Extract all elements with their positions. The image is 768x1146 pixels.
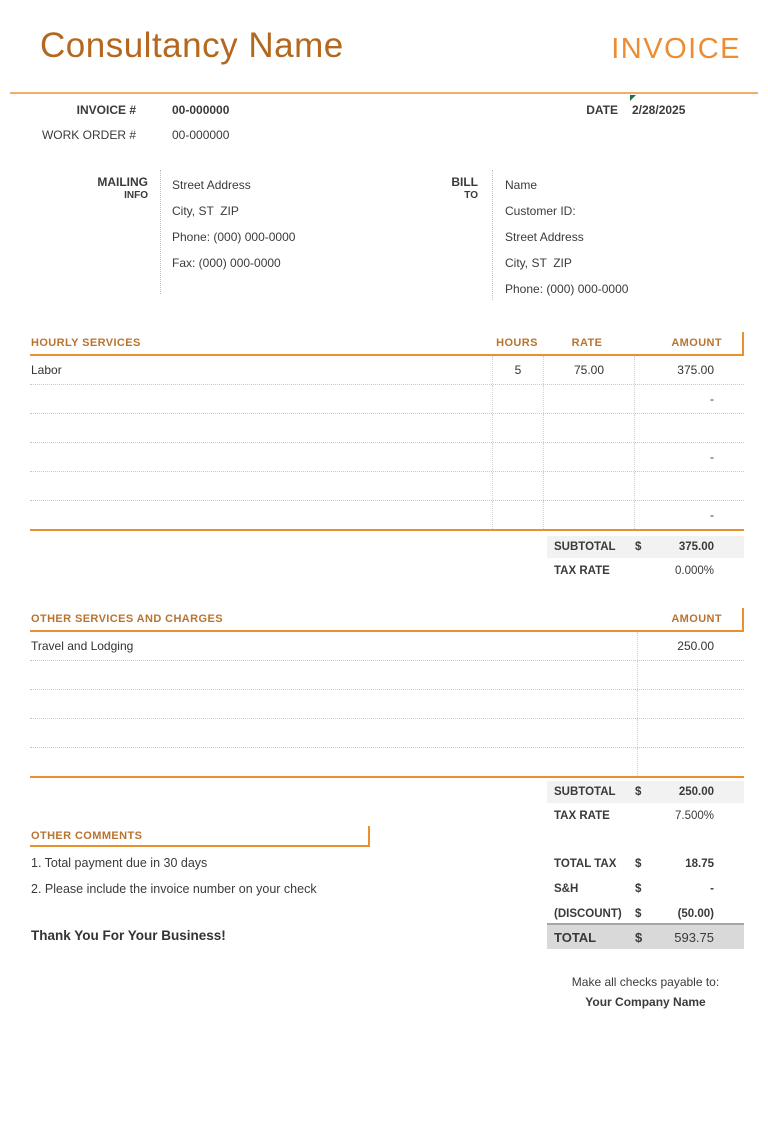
- other-services-table: [30, 608, 744, 778]
- hourly-services-table: [30, 332, 744, 531]
- hourly-title: HOURLY SERVICES: [31, 337, 141, 349]
- subtotal-label: SUBTOTAL: [554, 541, 616, 553]
- payee-company-name[interactable]: Your Company Name: [585, 995, 706, 1009]
- other-table-body: [30, 632, 744, 778]
- total-value: 593.75: [674, 929, 714, 945]
- other-table-header: [30, 608, 744, 632]
- description-cell[interactable]: Labor: [31, 363, 62, 377]
- rate-cell[interactable]: [543, 385, 634, 413]
- date-label: DATE: [586, 103, 618, 117]
- currency-symbol: $: [635, 929, 643, 945]
- amount-column-header: AMOUNT: [671, 613, 722, 625]
- hours-cell[interactable]: 5: [492, 356, 543, 384]
- amount-cell[interactable]: [634, 472, 744, 500]
- sh-value[interactable]: -: [710, 883, 714, 895]
- bill-to-line[interactable]: Name: [505, 178, 538, 192]
- currency-symbol: $: [635, 858, 642, 870]
- rate-column-header: RATE: [571, 337, 603, 349]
- work-order-value[interactable]: 00-000000: [172, 128, 230, 142]
- amount-cell[interactable]: [637, 690, 744, 718]
- table-row: [30, 472, 744, 501]
- mailing-line[interactable]: Street Address: [172, 178, 251, 192]
- table-row: [30, 443, 744, 472]
- invoice-number-value[interactable]: 00-000000: [172, 103, 230, 117]
- rate-cell[interactable]: 75.00: [543, 356, 634, 384]
- hours-cell[interactable]: [492, 414, 543, 442]
- mailing-label-line2: INFO: [124, 190, 148, 201]
- amount-cell[interactable]: -: [634, 443, 744, 471]
- header-divider: [10, 92, 758, 94]
- rate-cell[interactable]: [543, 414, 634, 442]
- table-row: [30, 414, 744, 443]
- tax-rate-value[interactable]: 7.500%: [674, 810, 714, 822]
- other-subtotal-row: [547, 781, 744, 803]
- rate-cell[interactable]: [543, 501, 634, 529]
- table-row: [30, 501, 744, 529]
- document-title: INVOICE: [611, 33, 741, 65]
- hours-column-header: HOURS: [496, 337, 538, 349]
- hourly-taxrate-row: [547, 560, 744, 582]
- amount-cell[interactable]: [637, 719, 744, 747]
- bill-to-line[interactable]: Customer ID:: [505, 204, 576, 218]
- bill-to-line[interactable]: City, ST ZIP: [505, 256, 572, 270]
- bill-to-line[interactable]: Street Address: [505, 230, 584, 244]
- table-row: [30, 356, 744, 385]
- hours-cell[interactable]: [492, 472, 543, 500]
- total-tax-value: 18.75: [685, 858, 714, 870]
- tax-rate-label: TAX RATE: [554, 565, 610, 577]
- hours-cell[interactable]: [492, 443, 543, 471]
- other-services-title: OTHER SERVICES AND CHARGES: [31, 613, 223, 625]
- subtotal-value: 250.00: [678, 786, 714, 798]
- table-row: [30, 748, 744, 776]
- comment-item[interactable]: 1. Total payment due in 30 days: [31, 856, 208, 870]
- hourly-table-body: [30, 356, 744, 531]
- table-row: [30, 385, 744, 414]
- subtotal-value: 375.00: [678, 541, 714, 553]
- sh-label: S&H: [554, 883, 579, 895]
- comment-item[interactable]: 2. Please include the invoice number on your check: [31, 882, 317, 896]
- amount-column-header: AMOUNT: [671, 337, 722, 349]
- work-order-label: WORK ORDER #: [41, 128, 136, 142]
- mailing-divider: [160, 170, 161, 294]
- hourly-subtotal-row: [547, 536, 744, 558]
- amount-cell[interactable]: [637, 661, 744, 689]
- subtotal-label: SUBTOTAL: [554, 786, 616, 798]
- bill-label-line2: TO: [464, 190, 478, 201]
- hours-cell[interactable]: [492, 385, 543, 413]
- currency-symbol: $: [635, 908, 642, 920]
- checks-payable-label: Make all checks payable to:: [571, 975, 720, 989]
- other-taxrate-row: [547, 805, 744, 827]
- hours-cell[interactable]: [492, 501, 543, 529]
- discount-value[interactable]: (50.00): [677, 908, 714, 920]
- description-cell[interactable]: Travel and Lodging: [31, 639, 134, 653]
- hourly-table-header: [30, 332, 744, 356]
- amount-cell[interactable]: [634, 414, 744, 442]
- discount-label: (DISCOUNT): [554, 908, 622, 920]
- mailing-address-block: [172, 172, 295, 276]
- tax-rate-label: TAX RATE: [554, 810, 610, 822]
- mailing-line[interactable]: City, ST ZIP: [172, 204, 239, 218]
- table-row: [30, 661, 744, 690]
- currency-symbol: $: [635, 883, 642, 895]
- bill-to-line[interactable]: Phone: (000) 000-0000: [505, 282, 629, 296]
- discount-row: [547, 903, 744, 925]
- bill-to-label: [400, 176, 478, 202]
- currency-symbol: $: [635, 541, 642, 553]
- currency-symbol: $: [635, 786, 642, 798]
- amount-cell[interactable]: [637, 748, 744, 776]
- grand-total-row: [547, 923, 744, 949]
- table-row: [30, 632, 744, 661]
- amount-cell[interactable]: -: [634, 501, 744, 529]
- table-row: [30, 690, 744, 719]
- table-row: [30, 719, 744, 748]
- bill-label-line1: BILL: [451, 175, 478, 189]
- mailing-line[interactable]: Fax: (000) 000-0000: [172, 256, 281, 270]
- tax-rate-value[interactable]: 0.000%: [674, 565, 714, 577]
- total-label: TOTAL: [554, 929, 597, 945]
- amount-cell[interactable]: 375.00: [634, 356, 744, 384]
- total-tax-label: TOTAL TAX: [554, 858, 617, 870]
- cell-flag-icon: [630, 95, 636, 101]
- shipping-handling-row: [547, 878, 744, 900]
- bill-to-divider: [492, 170, 493, 300]
- mailing-label-line1: MAILING: [97, 175, 148, 189]
- mailing-info-label: [0, 176, 148, 202]
- date-value[interactable]: 2/28/2025: [632, 103, 686, 117]
- rate-cell[interactable]: [543, 472, 634, 500]
- rate-cell[interactable]: [543, 443, 634, 471]
- other-comments-header: OTHER COMMENTS: [30, 826, 370, 847]
- thank-you-message: Thank You For Your Business!: [31, 928, 226, 943]
- company-name[interactable]: Consultancy Name: [40, 26, 344, 65]
- amount-cell[interactable]: -: [634, 385, 744, 413]
- total-tax-row: [547, 853, 744, 875]
- mailing-line[interactable]: Phone: (000) 000-0000: [172, 230, 296, 244]
- checks-payable-block: [547, 972, 744, 1012]
- amount-cell[interactable]: 250.00: [637, 632, 744, 660]
- bill-to-block: [505, 172, 628, 302]
- invoice-number-label: INVOICE #: [76, 103, 136, 117]
